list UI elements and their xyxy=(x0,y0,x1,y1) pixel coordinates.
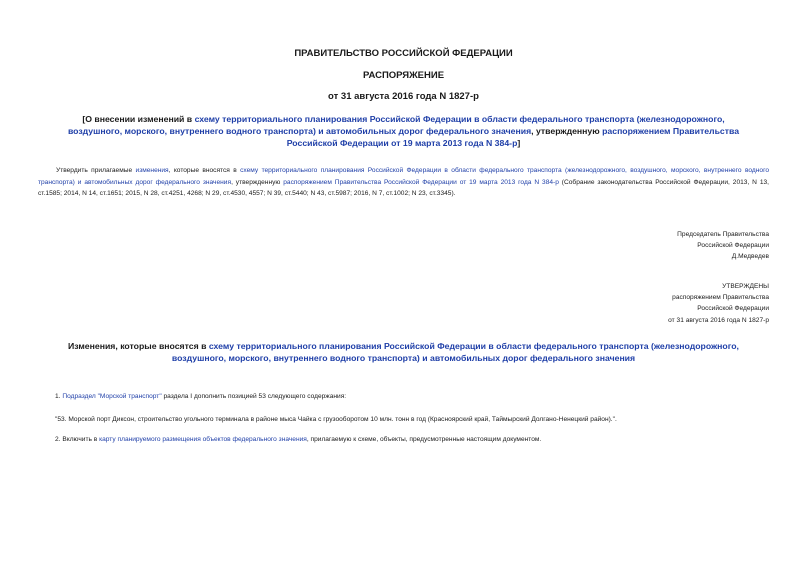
item-text: раздела I дополнить позицией 53 следующего содержания: xyxy=(161,393,347,400)
order-384-link[interactable]: распоряжением Правительства Российской Федерации от 19 марта 2013 года N 384-р xyxy=(283,178,559,186)
map-link[interactable]: карту планируемого размещения объектов федерального значения xyxy=(99,436,307,443)
document-title xyxy=(60,113,747,150)
paragraph-text: Утвердить прилагаемые xyxy=(56,167,136,174)
item-text: , прилагаемую к схеме, объекты, предусмотренные настоящим документом. xyxy=(306,436,542,443)
title-scheme-link[interactable]: схему территориального планирования Российской Федерации в области федерального транспорта (железнодорожного, воздушного, морского, внутреннего водного транспорта) и автомобильных дорог федерального значения xyxy=(67,114,725,137)
list-item xyxy=(55,391,769,403)
maritime-subsection-link[interactable]: Подраздел "Морской транспорт" xyxy=(62,393,162,400)
changes-heading xyxy=(56,340,751,364)
item-text: 1. xyxy=(55,393,63,400)
list-item xyxy=(55,434,769,446)
list-item: "53. Морской порт Диксон, строительство угольного терминала в районе мыса Чайка с грузооборотом 10 млн. тонн в год (Красноярский край, Таймырский Долгано-Ненецкий район).". xyxy=(55,416,617,423)
main-paragraph xyxy=(38,165,769,200)
title-text-end: ] xyxy=(517,138,521,149)
changes-scheme-link[interactable]: схему территориального планирования Российской Федерации в области федерального транспорта (железнодорожного, воздушного, морского, внутреннего водного транспорта) и автомобильных дорог федерального значения xyxy=(171,341,739,364)
title-text-mid: , утвержденную xyxy=(531,126,603,137)
paragraph-text: , которые вносятся в xyxy=(168,167,241,174)
document-type: РАСПОРЯЖЕНИЕ xyxy=(362,70,445,81)
item-text: 2. Включить в xyxy=(55,436,100,443)
approved-label: УТВЕРЖДЕНЫ xyxy=(722,283,769,290)
signature-position: Председатель Правительства xyxy=(677,231,769,238)
paragraph-text: (Собрание законодательства Российской Федерации, 2013, N 13, ст.1585; 2014, N 14, ст.1651; 2015, N 28, ст.4251, 4268; N 29, ст.4530, 4557; N 39, ст.5440; N 43, ст.5987; 2016, N 7, ст.1002; N 23, ст.3345). xyxy=(38,178,770,197)
paragraph-text: , утвержденную xyxy=(231,178,284,186)
approved-country: Российской Федерации xyxy=(697,305,769,313)
signature-country: Российской Федерации xyxy=(697,242,769,250)
signature-name: Д.Медведев xyxy=(731,253,769,261)
scheme-link[interactable]: схему территориального планирования Российской Федерации в области федерального транспорта (железнодорожного, воздушного, морского, внутреннего водного транспорта) и автомобильных дорог федерального значения xyxy=(38,167,769,186)
government-name: ПРАВИТЕЛЬСТВО РОССИЙСКОЙ ФЕДЕРАЦИИ xyxy=(294,48,513,59)
approved-by: распоряжением Правительства xyxy=(672,294,769,302)
title-order-link[interactable]: распоряжением Правительства Российской Федерации от 19 марта 2013 года N 384-р xyxy=(286,126,740,149)
changes-link[interactable]: изменения xyxy=(135,167,169,174)
changes-heading-text: Изменения, которые вносятся в xyxy=(68,341,209,351)
document-date-number: от 31 августа 2016 года N 1827-р xyxy=(328,91,479,102)
signature-block xyxy=(677,229,769,263)
approved-block xyxy=(668,281,769,326)
approved-date: от 31 августа 2016 года N 1827-р xyxy=(668,316,769,324)
title-text-start: [О внесении изменений в xyxy=(82,114,195,124)
